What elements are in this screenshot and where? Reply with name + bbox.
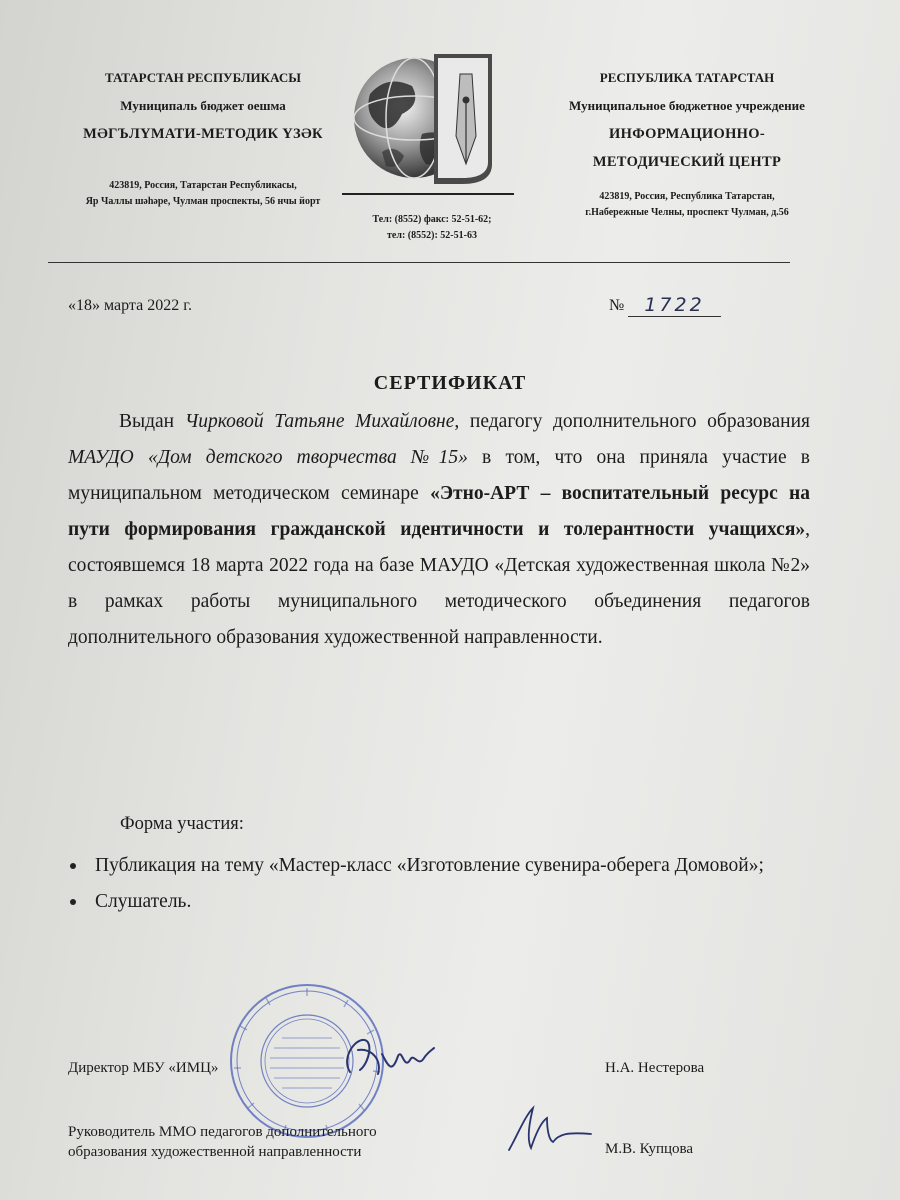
recipient-name: Чирковой Татьяне Михайловне (184, 411, 455, 432)
document-number-value: 1722 (628, 294, 721, 317)
header-right-block (532, 64, 842, 221)
body-part1: Выдан (119, 411, 185, 432)
header-right-line2: Муниципальное бюджетное учреждение (569, 98, 805, 113)
head-title-line1: Руководитель ММО педагогов дополнительного (68, 1124, 377, 1140)
document-date: «18» марта 2022 г. (68, 297, 192, 314)
head-signature-icon (503, 1100, 593, 1155)
header-right-addr2: г.Набережные Челны, проспект Чулман, д.56 (585, 207, 789, 218)
list-item (68, 848, 810, 884)
contacts-line2: тел: (8552): 52-51-63 (387, 230, 477, 241)
globe-pen-logo-icon (342, 44, 514, 192)
header-left-addr1: 423819, Россия, Татарстан Республикасы, (109, 180, 297, 191)
body-part3: в том, что она приняла участие в муниципальном методическом семинаре (68, 447, 811, 504)
certificate-body (68, 404, 810, 656)
header-right-address (532, 189, 842, 221)
certificate-title: СЕРТИФИКАТ (373, 372, 527, 394)
contacts-line1: Тел: (8552) факс: 52-51-62; (372, 214, 492, 225)
header-left-line2: Муниципаль бюджет оешма (120, 98, 286, 113)
list-item (68, 884, 810, 920)
director-title: Директор МБУ «ИМЦ» (68, 1060, 219, 1076)
seminar-title: «Этно-АРТ – воспитательный ресурс на пути формирования гражданской идентичности и толерантности учащихся» (68, 483, 810, 540)
recipient-organization: МАУДО «Дом детского творчества №15» (68, 447, 468, 468)
list-item-text: Слушатель. (95, 891, 192, 912)
header-left-address (48, 178, 358, 210)
bullet-icon (70, 863, 76, 869)
participation-form-label: Форма участия: (120, 814, 244, 834)
director-name: Н.А. Нестерова (605, 1060, 705, 1076)
header-left-addr2: Яр Чаллы шәһәре, Чулман проспекты, 56 нчы йорт (85, 196, 321, 207)
header-left-line1: ТАТАРСТАН РЕСПУБЛИКАСЫ (105, 70, 301, 85)
header-right-line1: РЕСПУБЛИКА ТАТАРСТАН (599, 70, 775, 85)
head-name: М.В. Купцова (605, 1141, 694, 1157)
logo-divider (342, 193, 514, 195)
header-contacts (342, 212, 522, 244)
header-right-line3: ИНФОРМАЦИОННО- (609, 126, 765, 142)
director-signature-icon (332, 1030, 437, 1085)
header-left-line3: МӘГЪЛҮМАТИ-МЕТОДИК ҮЗӘК (83, 126, 323, 142)
header-rule (48, 262, 790, 263)
header-right-addr1: 423819, Россия, Республика Татарстан, (599, 191, 775, 202)
head-title-line2: образования художественной направленности (68, 1144, 362, 1160)
body-part4: , состоявшемся 18 марта 2022 года на базе МАУДО «Детская художественная школа №2» в рамках работы муниципального методического объединения педагогов дополнительного образования художественной направленности. (68, 519, 810, 648)
head-title (68, 1122, 377, 1162)
list-item-text: Публикация на тему «Мастер-класс «Изготовление сувенира-оберега Домовой»; (95, 855, 764, 876)
bullet-icon (70, 899, 76, 905)
body-part2: , педагогу дополнительного образования (454, 411, 811, 432)
header-right-line4: МЕТОДИЧЕСКИЙ ЦЕНТР (592, 154, 782, 170)
header-left-block (48, 64, 358, 210)
participation-list (68, 848, 810, 920)
document-number-label: № (609, 297, 625, 314)
